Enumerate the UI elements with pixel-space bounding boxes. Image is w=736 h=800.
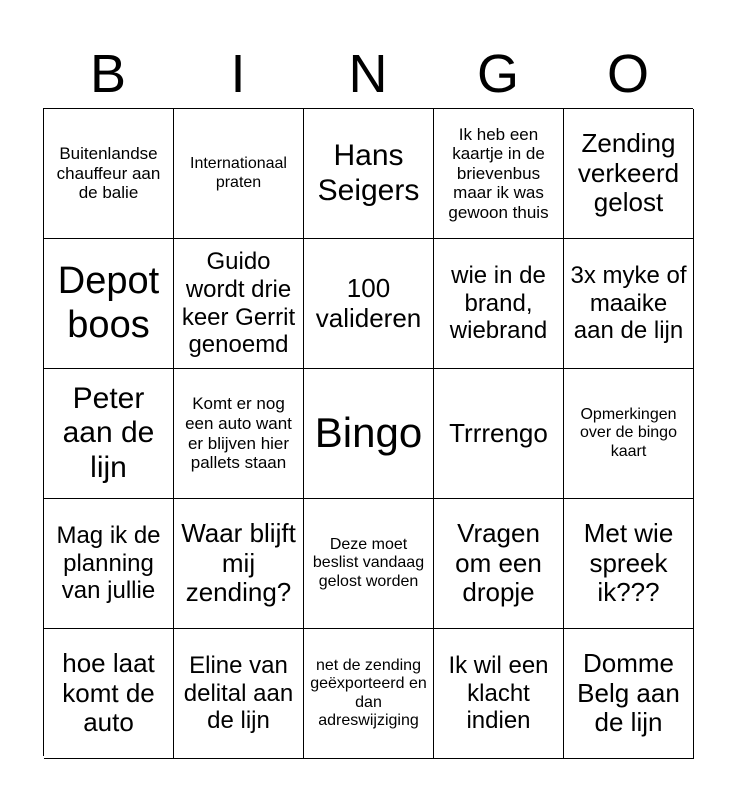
- bingo-cell[interactable]: 3x myke of maaike aan de lijn: [564, 239, 694, 369]
- bingo-cell[interactable]: Zending verkeerd gelost: [564, 109, 694, 239]
- bingo-header: [43, 40, 693, 108]
- header-letter-n: N: [348, 44, 388, 104]
- bingo-cell[interactable]: wie in de brand, wiebrand: [434, 239, 564, 369]
- bingo-cell[interactable]: Bingo: [304, 369, 434, 499]
- header-letter-g: G: [476, 44, 519, 104]
- bingo-cell[interactable]: Trrrengo: [434, 369, 564, 499]
- bingo-cell[interactable]: Waar blijft mij zending?: [174, 499, 304, 629]
- bingo-cell[interactable]: Komt er nog een auto want er blijven hier pallets staan: [174, 369, 304, 499]
- bingo-cell[interactable]: Guido wordt drie keer Gerrit genoemd: [174, 239, 304, 369]
- bingo-cell[interactable]: Internationaal praten: [174, 109, 304, 239]
- bingo-cell[interactable]: Hans Seigers: [304, 109, 434, 239]
- bingo-cell[interactable]: Peter aan de lijn: [44, 369, 174, 499]
- bingo-cell[interactable]: Met wie spreek ik???: [564, 499, 694, 629]
- header-letter-i: I: [230, 44, 246, 104]
- bingo-cell[interactable]: Eline van delital aan de lijn: [174, 629, 304, 759]
- bingo-cell[interactable]: Ik heb een kaartje in de brievenbus maar ik was gewoon thuis: [434, 109, 564, 239]
- bingo-cell[interactable]: Deze moet beslist vandaag gelost worden: [304, 499, 434, 629]
- bingo-cell[interactable]: Buitenlandse chauffeur aan de balie: [44, 109, 174, 239]
- bingo-cell[interactable]: 100 valideren: [304, 239, 434, 369]
- bingo-cell[interactable]: Vragen om een dropje: [434, 499, 564, 629]
- bingo-cell[interactable]: Depot boos: [44, 239, 174, 369]
- bingo-cell[interactable]: Domme Belg aan de lijn: [564, 629, 694, 759]
- bingo-cell[interactable]: Opmerkingen over de bingo kaart: [564, 369, 694, 499]
- header-letter-o: O: [606, 44, 649, 104]
- bingo-cell[interactable]: Mag ik de planning van jullie: [44, 499, 174, 629]
- bingo-grid: [43, 108, 693, 756]
- header-letter-b: B: [89, 44, 127, 104]
- bingo-cell[interactable]: net de zending geëxporteerd en dan adreswijziging: [304, 629, 434, 759]
- bingo-cell[interactable]: Ik wil een klacht indien: [434, 629, 564, 759]
- bingo-cell[interactable]: hoe laat komt de auto: [44, 629, 174, 759]
